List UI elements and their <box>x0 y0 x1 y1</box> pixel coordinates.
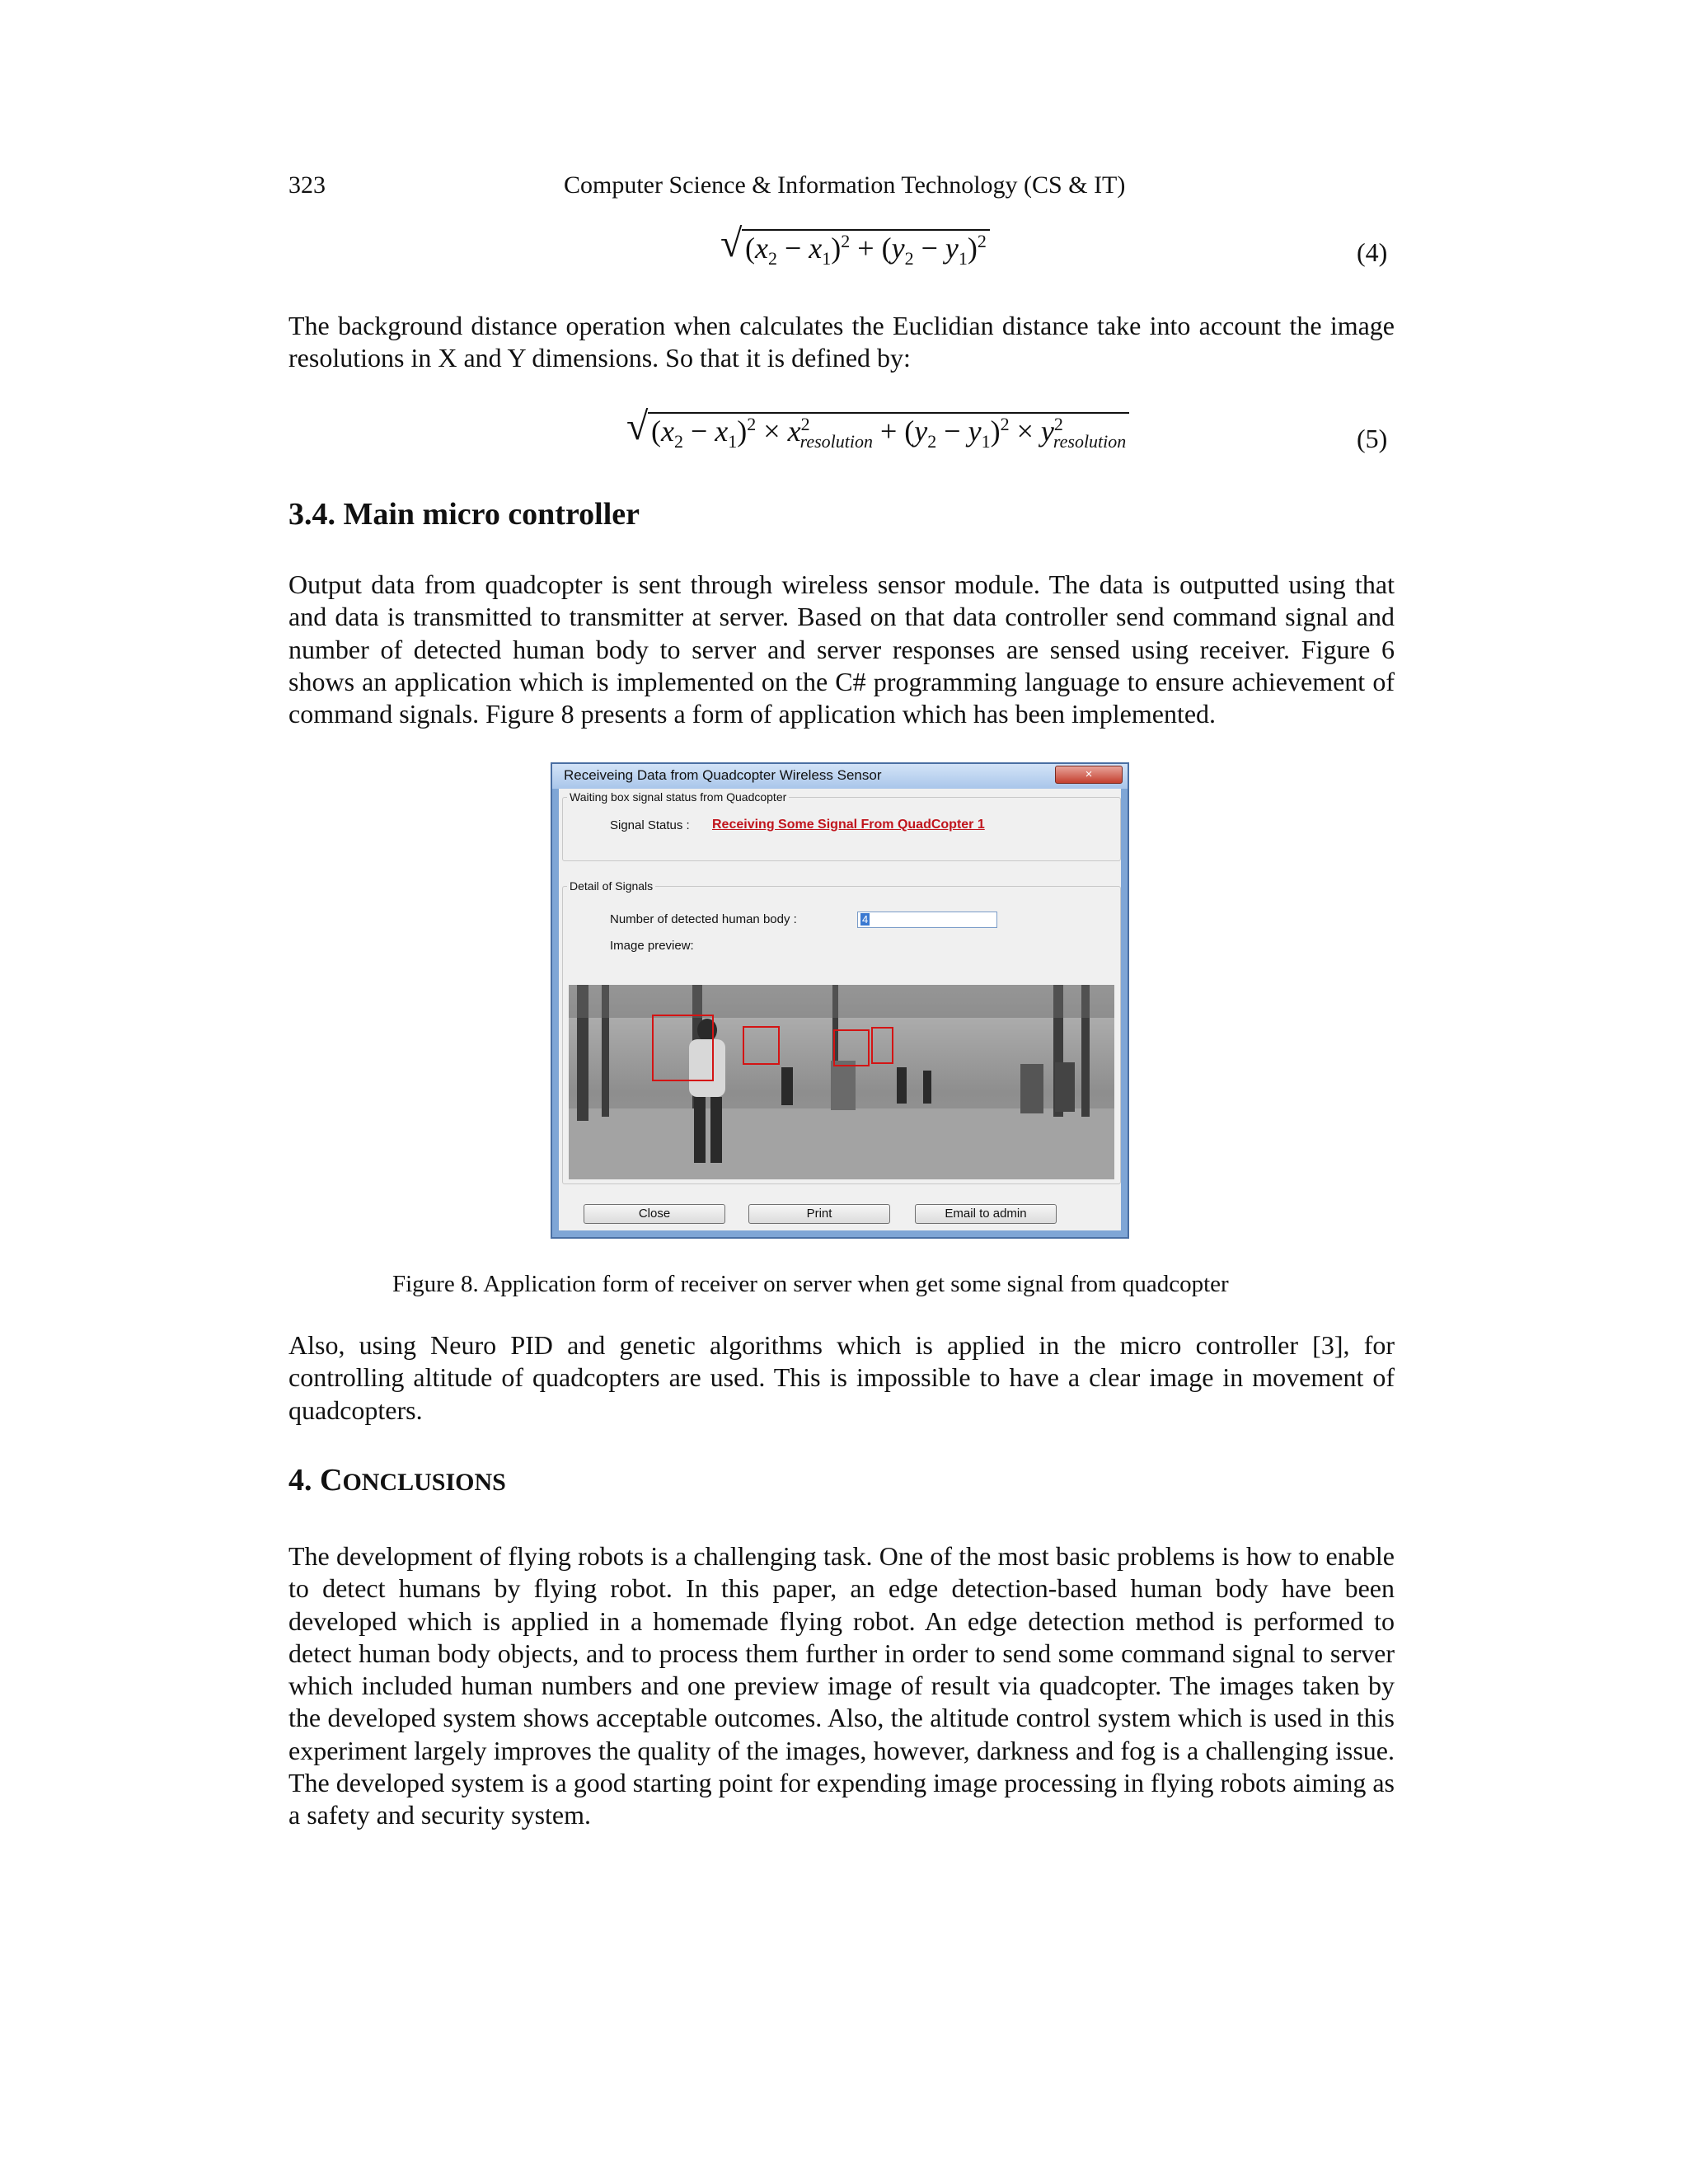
paragraph-euclidian: The background distance operation when calculates the Euclidian distance take into account the image resolutions in X and Y dimensions. So that it is defined by: <box>288 311 1395 373</box>
running-title: Computer Science & Information Technology (CS & IT) <box>564 171 1126 199</box>
window-client-area <box>559 789 1121 1230</box>
detected-count-value: 4 <box>862 913 869 926</box>
paragraph-neuro-pid: Also, using Neuro PID and genetic algorithms which is applied in the micro controller [3], for controlling altitude of quadcopters are used. This is impossible to have a clear image in movement of quadcopters. <box>288 1330 1395 1425</box>
window-titlebar <box>552 764 1128 789</box>
preview-ground <box>569 1108 1114 1179</box>
section-heading-conclusions <box>288 1462 506 1498</box>
window-title: Receiveing Data from Quadcopter Wireless Sensor <box>564 767 882 783</box>
signal-detail-group-label: Detail of Signals <box>567 879 655 893</box>
equation-4: √ $(x_2 - x_1)^2 + (y_2 - y_1)^2$ <box>720 229 990 269</box>
page-number: 323 <box>288 171 326 199</box>
equation-5: √ $(x_2 - x_1)^2 \times x^2_{resolution} + (y_2 - y_1)^2 \times y^2_{resolution}$ <box>626 412 1129 452</box>
application-window <box>551 762 1129 1239</box>
image-preview-label: Image preview: <box>610 939 694 953</box>
email-admin-button[interactable]: Email to admin <box>915 1204 1057 1224</box>
print-button[interactable]: Print <box>748 1204 890 1224</box>
equation-4-number: (4) <box>1357 237 1388 267</box>
section-heading-3-4: 3.4. Main micro controller <box>288 497 640 532</box>
signal-status-group-label: Waiting box signal status from Quadcopter <box>567 790 789 804</box>
paragraph-micro-controller: Output data from quadcopter is sent through wireless sensor module. The data is outputted using that and data is transmitted to transmitter at server. Based on that data controller send command signal and number of detected human body to server and server responses are sensed using receiver. Figure 6 shows an application which is implemented on the C# programming language to ensure achievement of command signals. Figure 8 presents a form of application which has been implemented. <box>288 569 1395 729</box>
section-heading-conclusions-first: 4. C <box>288 1463 343 1497</box>
close-icon[interactable]: × <box>1055 766 1123 784</box>
close-button[interactable]: Close <box>584 1204 725 1224</box>
signal-status-label: Signal Status : <box>610 818 690 832</box>
image-preview <box>569 985 1114 1179</box>
detected-count-field[interactable] <box>857 912 997 928</box>
figure-caption: Figure 8. Application form of receiver on server when get some signal from quadcopter <box>392 1271 1229 1297</box>
signal-status-value: Receiving Some Signal From QuadCopter 1 <box>712 818 985 832</box>
section-heading-conclusions-rest: ONCLUSIONS <box>342 1469 506 1496</box>
paragraph-conclusions: The development of flying robots is a challenging task. One of the most basic problems is how to enable to detect humans by flying robot. In this paper, an edge detection-based human body have been developed which is applied in a homemade flying robot. An edge detection method is performed to detect human body objects, and to process them further in order to send some command signal to server which included human numbers and one preview image of result via quadcopter. The images taken by the developed system shows acceptable outcomes. Also, the altitude control system which is used in this experiment largely improves the quality of the images, however, darkness and fog is a challenging issue. The developed system is a good starting point for expending image processing in flying robots aiming as a safety and security system. <box>288 1541 1395 1830</box>
preview-canopy <box>569 985 1114 1018</box>
equation-5-number: (5) <box>1357 424 1388 453</box>
detected-count-label: Number of detected human body : <box>610 912 797 926</box>
